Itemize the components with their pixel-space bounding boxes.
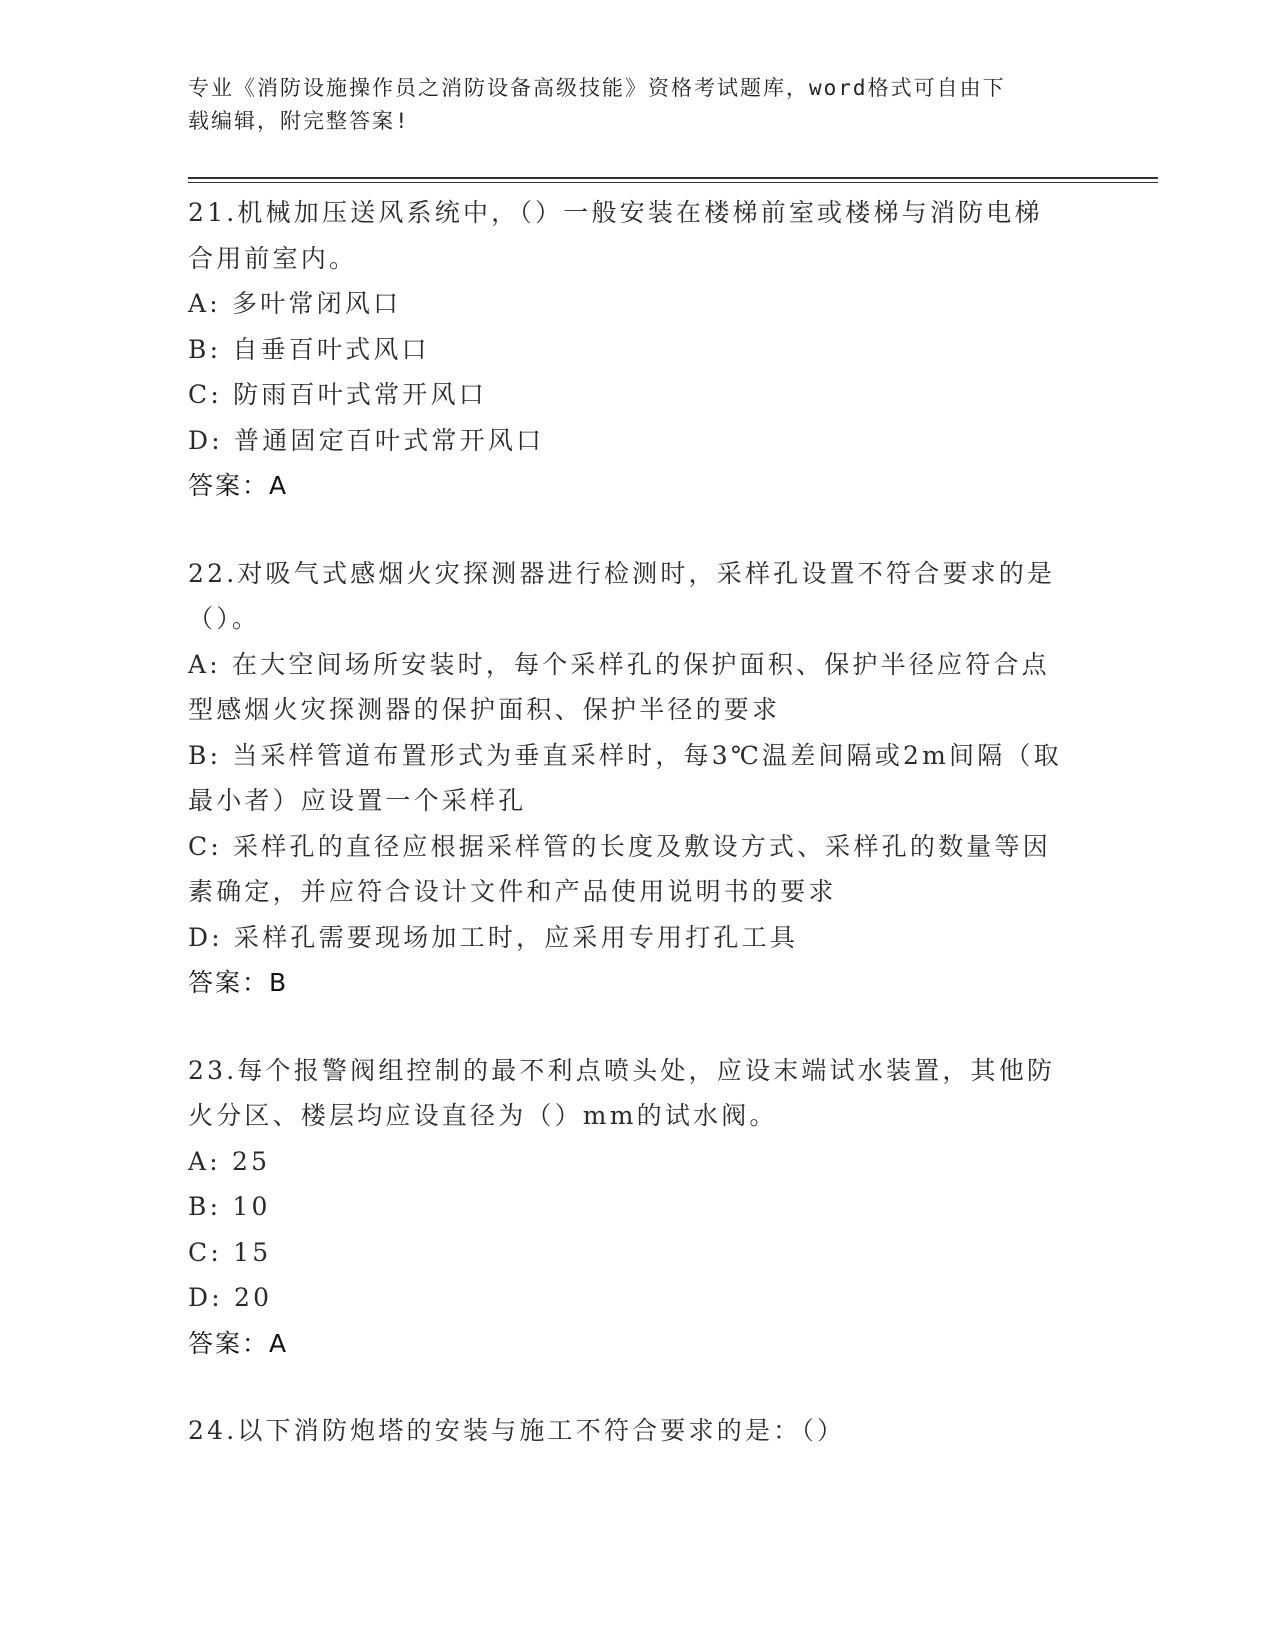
question-23 (188, 1048, 1088, 1367)
question-list (188, 190, 1088, 1496)
question-stem: 23.每个报警阀组控制的最不利点喷头处，应设末端试水装置，其他防 (188, 1055, 1056, 1085)
option-b: B: 自垂百叶式风口 (188, 334, 430, 364)
option-a: A: 25 (188, 1146, 271, 1176)
document-header (188, 72, 1068, 138)
option-c: 素确定，并应符合设计文件和产品使用说明书的要求 (188, 877, 837, 906)
question-stem: 合用前室内。 (188, 243, 358, 273)
answer-label: 答案：A (188, 1328, 289, 1358)
option-a: 型感烟火灾探测器的保护面积、保护半径的要求 (188, 695, 781, 724)
question-stem: （）。 (188, 604, 261, 633)
option-c: C: 采样孔的直径应根据采样管的长度及敷设方式、采样孔的数量等因 (188, 831, 1051, 861)
option-a: A: 在大空间场所安装时，每个采样孔的保护面积、保护半径应符合点 (188, 649, 1050, 679)
question-stem: 24.以下消防炮塔的安装与施工不符合要求的是：（） (188, 1416, 846, 1445)
option-d: D: 20 (188, 1283, 273, 1312)
header-line-2: 载编辑，附完整答案! (188, 109, 410, 133)
question-24 (188, 1408, 1088, 1454)
option-b: B: 当采样管道布置形式为垂直采样时，每3℃温差间隔或2m间隔（取 (188, 740, 1062, 770)
option-d: D: 普通固定百叶式常开风口 (188, 425, 545, 455)
question-stem: 21.机械加压送风系统中，（）一般安装在楼梯前室或楼梯与消防电梯 (188, 198, 1043, 227)
answer-label: 答案：B (188, 968, 289, 997)
option-a: A: 多叶常闭风口 (188, 289, 402, 318)
answer-label: 答案：A (188, 471, 289, 500)
option-c: C: 15 (188, 1237, 272, 1267)
option-b: B: 10 (188, 1192, 271, 1221)
option-d: D: 采样孔需要现场加工时，应采用专用打孔工具 (188, 922, 799, 952)
question-stem: 火分区、楼层均应设直径为（）mm的试水阀。 (188, 1101, 778, 1130)
header-divider-thick (188, 177, 1158, 179)
header-divider-thin (188, 182, 1158, 183)
question-stem: 22.对吸气式感烟火灾探测器进行检测时，采样孔设置不符合要求的是 (188, 558, 1056, 588)
option-c: C: 防雨百叶式常开风口 (188, 380, 487, 409)
header-line-1: 专业《消防设施操作员之消防设备高级技能》资格考试题库，word格式可自由下 (188, 76, 1006, 100)
question-21 (188, 190, 1088, 509)
option-b: 最小者）应设置一个采样孔 (188, 786, 527, 815)
question-22 (188, 551, 1088, 1006)
